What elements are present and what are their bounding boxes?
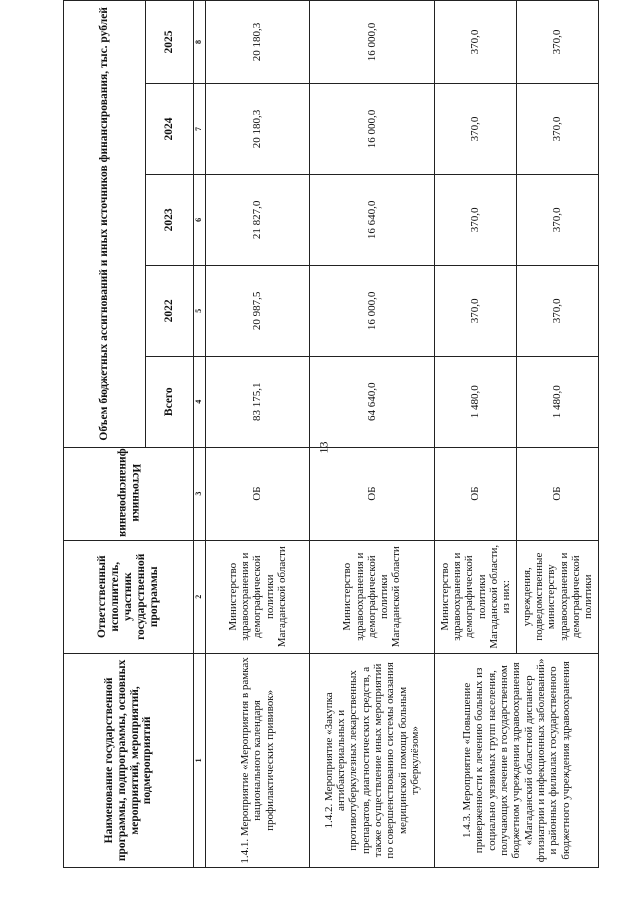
row-value-total: 1 480,0 [517,356,599,447]
row-executor: Министерство здравоохранения и демографической политики Магаданской области, из них: [435,540,517,653]
row-name: 1.4.2. Мероприятие «Закупка антибактериальных и противотуберкулезных лекарственных препаратов, диагностических средств, а также осуществление иных мероприятий по совершенствованию системы оказания медицинской помощи больным туберкулёзом» [310,653,435,867]
header-executor: Ответственный исполнитель, участник государственной программы [64,540,194,653]
row-value-2025: 370,0 [435,1,517,84]
row-value-2024: 370,0 [517,84,599,175]
column-number: 2 [194,540,206,653]
row-value-2022: 370,0 [517,265,599,356]
row-value-2024: 20 180,3 [206,84,310,175]
row-value-2022: 20 987,5 [206,265,310,356]
row-executor: Министерство здравоохранения и демографической политики Магаданской области [206,540,310,653]
row-value-2024: 16 000,0 [310,84,435,175]
row-source: ОБ [435,447,517,540]
header-name: Наименование государственной программы, подпрограммы, основных мероприятий, мероприятий, подмероприятий [64,653,194,867]
row-source: ОБ [206,447,310,540]
header-source-text: Источники финансирования [116,448,142,537]
rotated-table-sheet [63,0,598,868]
column-number-row [194,1,206,868]
row-value-2023: 21 827,0 [206,174,310,265]
row-value-2025: 16 000,0 [310,1,435,84]
row-value-2023: 370,0 [517,174,599,265]
row-value-2024: 370,0 [435,84,517,175]
column-number: 8 [194,1,206,84]
column-number: 7 [194,84,206,175]
row-source: ОБ [310,447,435,540]
row-name: 1.4.3. Мероприятие «Повышение приверженности к лечению больных из социально уязвимых групп населения, получающих лечение в государственном бюджетном учреждении здравоохранения «Магаданский областной диспансер фтизиатрии и инфекционных заболеваний» и районных филиалах государственного бюджетного учреждения здравоохранения [435,653,599,867]
column-number: 5 [194,265,206,356]
table-row [435,1,517,868]
header-year-2024: 2024 [146,84,194,175]
row-value-total: 64 640,0 [310,356,435,447]
header-year-total: Всего [146,356,194,447]
row-value-2025: 370,0 [517,1,599,84]
page-number: 13 [316,441,331,454]
row-value-2025: 20 180,3 [206,1,310,84]
column-number: 1 [194,653,206,867]
row-name: 1.4.1. Мероприятие «Мероприятия в рамках национального календаря профилактических прививок» [206,653,310,867]
row-value-2022: 16 000,0 [310,265,435,356]
table-row [310,1,435,868]
budget-table [63,0,599,868]
row-executor: Министерство здравоохранения и демографической политики Магаданской области [310,540,435,653]
row-value-2023: 370,0 [435,174,517,265]
column-number: 6 [194,174,206,265]
row-executor: учреждения, подведомственные министерству здравоохранения и демографической политики [517,540,599,653]
row-value-total: 83 175,1 [206,356,310,447]
column-number: 4 [194,356,206,447]
row-value-2023: 16 640,0 [310,174,435,265]
column-number: 3 [194,447,206,540]
row-value-2022: 370,0 [435,265,517,356]
table-row [206,1,310,868]
header-year-2025: 2025 [146,1,194,84]
header-year-2022: 2022 [146,265,194,356]
row-value-total: 1 480,0 [435,356,517,447]
header-year-2023: 2023 [146,174,194,265]
header-volume: Объем бюджетных ассигнований и иных источников финансирования, тыс. рублей [64,1,146,448]
header-source [64,447,194,540]
row-source: ОБ [517,447,599,540]
